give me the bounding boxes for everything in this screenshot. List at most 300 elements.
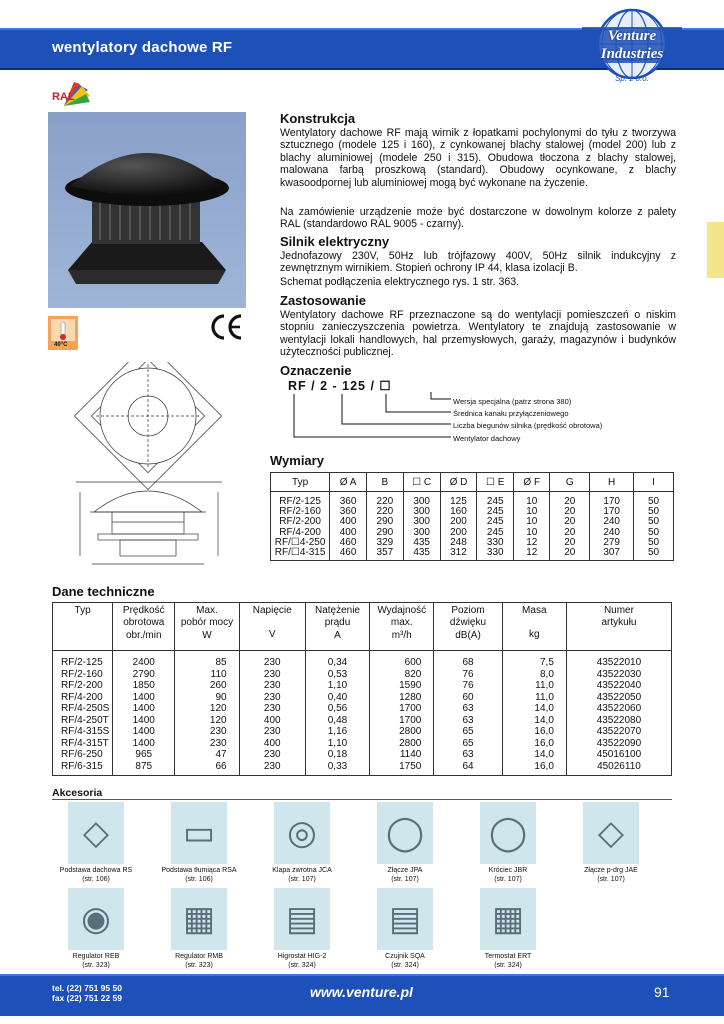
table-cell: 0,56 <box>305 703 369 715</box>
table-cell: 1,10 <box>305 680 369 692</box>
accessory-caption <box>355 866 455 884</box>
table-cell: RF/☐4-315 <box>271 548 330 561</box>
table-cell: 230 <box>175 738 239 750</box>
table-cell: 16,0 <box>502 726 566 738</box>
table-cell: 230 <box>239 692 305 704</box>
accessory-name: Króciec JBR <box>488 867 528 874</box>
accessory-caption <box>252 952 352 970</box>
column-header-line: dB(A) <box>455 629 481 641</box>
table-cell: 85 <box>175 651 239 669</box>
accessory-item[interactable] <box>355 888 455 970</box>
dimensions-table <box>270 472 674 561</box>
table-cell: RF/2-200 <box>271 517 330 527</box>
table-cell: 60 <box>434 692 502 704</box>
logo-text-venture: Venture <box>607 28 657 44</box>
table-cell: 1280 <box>370 692 434 704</box>
table-cell: 0,34 <box>305 651 369 669</box>
table-cell: 43522040 <box>566 680 671 692</box>
oznaczenie-label: Średnica kanału przyłączeniowego <box>453 409 569 418</box>
table-cell: 220 <box>366 507 403 517</box>
column-header: I <box>634 473 674 492</box>
table-cell: 400 <box>330 517 367 527</box>
table-cell: 300 <box>403 492 440 508</box>
oznaczenie-label: Wentylator dachowy <box>453 434 521 443</box>
table-cell: 965 <box>113 749 175 761</box>
table-cell: 230 <box>239 726 305 738</box>
accessory-page-ref: (str. 107) <box>494 876 522 883</box>
accessory-page-ref: (str. 324) <box>288 962 316 969</box>
table-cell: RF/2-125 <box>271 492 330 508</box>
table-cell: 1,16 <box>305 726 369 738</box>
accessory-page-ref: (str. 323) <box>185 962 213 969</box>
column-header-line: Masa <box>522 605 547 616</box>
table-cell: 45026110 <box>566 761 671 776</box>
table-cell: 76 <box>434 669 502 681</box>
column-header <box>566 603 671 651</box>
hygrostat-icon: ▤ <box>274 888 330 950</box>
table-cell: RF/6-315 <box>53 761 113 776</box>
table-cell: 65 <box>434 726 502 738</box>
table-cell: 0,40 <box>305 692 369 704</box>
table-cell: 400 <box>330 528 367 538</box>
table-cell: 2800 <box>370 738 434 750</box>
table-cell: 357 <box>366 548 403 561</box>
table-cell: 300 <box>403 528 440 538</box>
table-cell: 110 <box>175 669 239 681</box>
column-header-line: A <box>334 629 341 641</box>
table-cell: 248 <box>440 538 477 548</box>
accessory-page-ref: (str. 107) <box>391 876 419 883</box>
table-cell: 0,18 <box>305 749 369 761</box>
table-cell: 43522010 <box>566 651 671 669</box>
oznaczenie-leader-lines <box>288 390 458 442</box>
ce-mark-icon <box>208 312 244 342</box>
table-cell: 360 <box>330 507 367 517</box>
column-header <box>113 603 175 651</box>
table-cell: 1850 <box>113 680 175 692</box>
table-cell: 50 <box>634 507 674 517</box>
table-cell: 1700 <box>370 703 434 715</box>
accessory-name: Złącze p-drg JAE <box>584 867 638 874</box>
zastosowanie-text: Wentylatory dachowe RF przeznaczone są do wentylacji pomieszczeń o niskim stopniu zanieczyszczenia powietrza. Wentylatory te znajdują zastosowanie w wentylacji lokali handlowych, hal przemysłowych, garaży, magazynów i budynków użyteczności publicznej. <box>280 309 676 359</box>
table-cell: 245 <box>477 507 514 517</box>
accessory-item[interactable] <box>149 802 249 884</box>
temperature-label: 40°C <box>54 342 68 348</box>
website-link[interactable]: www.venture.pl <box>310 984 413 1000</box>
table-cell: 400 <box>239 738 305 750</box>
accessory-item[interactable] <box>149 888 249 970</box>
column-header: Typ <box>271 473 330 492</box>
table-cell: 1400 <box>113 692 175 704</box>
table-cell: 50 <box>634 517 674 527</box>
accessory-caption <box>252 866 352 884</box>
table-row <box>53 651 672 669</box>
table-cell: 1,10 <box>305 738 369 750</box>
column-header-line: Numer <box>603 605 634 616</box>
table-cell: 125 <box>440 492 477 508</box>
table-cell: 14,0 <box>502 749 566 761</box>
column-header-line: max. <box>390 617 413 629</box>
accessory-page-ref: (str. 107) <box>288 876 316 883</box>
fax-number: fax (22) 751 22 59 <box>52 993 122 1003</box>
table-row <box>271 548 674 561</box>
section-heading-konstrukcja: Konstrukcja <box>280 111 356 126</box>
table-cell: 0,53 <box>305 669 369 681</box>
column-header-line <box>54 617 111 629</box>
accessory-item[interactable] <box>46 802 146 884</box>
table-cell: 400 <box>239 715 305 727</box>
table-cell: 200 <box>440 517 477 527</box>
table-cell: 90 <box>175 692 239 704</box>
konstrukcja-text-2: Na zamówienie urządzenie może być dostarczone w dowolnym kolorze z palety RAL (standardowo RAL 9005 - czarny). <box>280 206 676 231</box>
table-cell: 240 <box>590 528 634 538</box>
table-cell: 43522050 <box>566 692 671 704</box>
ral-label: RAL <box>52 91 75 103</box>
table-cell: 170 <box>590 507 634 517</box>
table-cell: 460 <box>330 548 367 561</box>
table-cell: 20 <box>550 517 590 527</box>
oznaczenie-label: Wersja specjalna (patrz strona 380) <box>453 397 572 406</box>
table-cell: 230 <box>239 749 305 761</box>
table-cell: 435 <box>403 538 440 548</box>
column-header-line: Wydajność <box>377 605 427 616</box>
accessory-caption <box>46 952 146 970</box>
speed-regulator-icon: ◉ <box>68 888 124 950</box>
table-cell: 14,0 <box>502 715 566 727</box>
accessory-name: Podstawa tłumiąca RSA <box>161 867 237 874</box>
column-header: Ø A <box>330 473 367 492</box>
table-cell: RF/4-250S <box>53 703 113 715</box>
venture-logo <box>578 4 686 92</box>
column-header-line: Typ <box>74 605 91 616</box>
accessory-page-ref: (str. 107) <box>597 876 625 883</box>
oznaczenie-code: RF / 2 - 125 / ☐ <box>288 379 392 393</box>
table-cell: 230 <box>239 669 305 681</box>
table-cell: 2790 <box>113 669 175 681</box>
table-cell: 290 <box>366 517 403 527</box>
column-header: G <box>550 473 590 492</box>
section-heading-dane: Dane techniczne <box>52 584 155 599</box>
accessory-name: Termostat ERT <box>484 953 532 960</box>
table-cell: 230 <box>175 726 239 738</box>
table-cell: 50 <box>634 528 674 538</box>
column-header: ☐ C <box>403 473 440 492</box>
column-header-line <box>504 617 565 629</box>
column-header-line: pobór mocy <box>180 617 234 629</box>
table-cell: 47 <box>175 749 239 761</box>
table-cell: 63 <box>434 749 502 761</box>
table-cell: 45016100 <box>566 749 671 761</box>
table-cell: 290 <box>366 528 403 538</box>
sensor-icon: ▤ <box>377 888 433 950</box>
table-row <box>53 669 672 681</box>
table-cell: RF/2-160 <box>271 507 330 517</box>
table-cell: 7,5 <box>502 651 566 669</box>
table-cell: 63 <box>434 715 502 727</box>
accessory-name: Klapa zwrotna JCA <box>272 867 332 874</box>
table-cell: 68 <box>434 651 502 669</box>
column-header-line: Max. <box>196 605 218 616</box>
table-cell: 240 <box>590 517 634 527</box>
table-cell: 330 <box>477 548 514 561</box>
table-cell: 260 <box>175 680 239 692</box>
silnik-text: Jednofazowy 230V, 50Hz lub trójfazowy 400V, 50Hz silnik indukcyjny z zewnętrznym wirnikiem. Stopień ochrony IP 44, klasa izolacji B. <box>280 250 676 275</box>
column-header-line: Poziom <box>451 605 485 616</box>
table-cell: 230 <box>239 761 305 776</box>
table-cell: 66 <box>175 761 239 776</box>
table-cell: 63 <box>434 703 502 715</box>
table-cell: 230 <box>239 703 305 715</box>
section-heading-zastosowanie: Zastosowanie <box>280 293 366 308</box>
table-cell: 1140 <box>370 749 434 761</box>
table-cell: 875 <box>113 761 175 776</box>
accessory-name: Podstawa dachowa RS <box>59 867 133 874</box>
table-cell: 2800 <box>370 726 434 738</box>
column-header <box>502 603 566 651</box>
table-cell: RF/4-250T <box>53 715 113 727</box>
accessory-caption <box>561 866 661 884</box>
table-cell: 64 <box>434 761 502 776</box>
column-header-line: obrotowa <box>123 617 165 629</box>
column-header <box>239 603 305 651</box>
table-cell: RF/6-250 <box>53 749 113 761</box>
accessory-page-ref: (str. 106) <box>82 876 110 883</box>
section-heading-oznaczenie: Oznaczenie <box>280 363 352 378</box>
table-cell: 300 <box>403 517 440 527</box>
column-header-line: W <box>202 629 212 641</box>
accessory-caption <box>458 952 558 970</box>
silencer-base-icon: ▭ <box>171 802 227 864</box>
accessory-caption <box>149 952 249 970</box>
table-row <box>53 680 672 692</box>
phone-number: tel. (22) 751 95 50 <box>52 983 122 993</box>
section-heading-wymiary: Wymiary <box>270 453 324 468</box>
product-photo <box>48 112 246 308</box>
table-cell: 8,0 <box>502 669 566 681</box>
table-cell: 43522060 <box>566 703 671 715</box>
accessory-item[interactable] <box>252 888 352 970</box>
silnik-text-2: Schemat podłączenia elektrycznego rys. 1 str. 363. <box>280 276 520 288</box>
table-cell: 10 <box>514 528 550 538</box>
table-cell: 16,0 <box>502 761 566 776</box>
section-heading-silnik: Silnik elektryczny <box>280 234 390 249</box>
accessory-item[interactable] <box>355 802 455 884</box>
column-header <box>175 603 239 651</box>
table-cell: 43522090 <box>566 738 671 750</box>
table-cell: 160 <box>440 507 477 517</box>
technical-data-table <box>52 602 672 776</box>
table-cell: 307 <box>590 548 634 561</box>
table-cell: 1400 <box>113 738 175 750</box>
table-cell: 2400 <box>113 651 175 669</box>
table-cell: RF/☐4-250 <box>271 538 330 548</box>
table-cell: 230 <box>239 680 305 692</box>
accessory-page-ref: (str. 106) <box>185 876 213 883</box>
table-cell: RF/4-200 <box>53 692 113 704</box>
column-header-line: prądu <box>324 617 351 629</box>
table-cell: 11,0 <box>502 680 566 692</box>
section-tab <box>707 222 724 278</box>
table-cell: 329 <box>366 538 403 548</box>
column-header-line: kg <box>528 629 540 641</box>
table-cell: 50 <box>634 492 674 508</box>
connector-icon: ◇ <box>583 802 639 864</box>
column-header <box>434 603 502 651</box>
table-cell: 200 <box>440 528 477 538</box>
table-cell: RF/4-200 <box>271 528 330 538</box>
table-cell: 76 <box>434 680 502 692</box>
table-cell: 10 <box>514 507 550 517</box>
table-cell: 245 <box>477 492 514 508</box>
table-cell: 1400 <box>113 726 175 738</box>
table-row <box>271 492 674 508</box>
table-cell: RF/2-125 <box>53 651 113 669</box>
table-cell: 1700 <box>370 715 434 727</box>
accessory-item[interactable] <box>46 888 146 970</box>
accessory-page-ref: (str. 324) <box>391 962 419 969</box>
column-header-line: Napięcie <box>252 605 292 616</box>
table-cell: 245 <box>477 517 514 527</box>
table-cell: 11,0 <box>502 692 566 704</box>
table-cell: 65 <box>434 738 502 750</box>
table-cell: 312 <box>440 548 477 561</box>
oznaczenie-label: Liczba biegunów silnika (prędkość obrotowa) <box>453 421 603 430</box>
accessory-page-ref: (str. 324) <box>494 962 522 969</box>
table-cell: 220 <box>366 492 403 508</box>
accessory-item[interactable] <box>458 802 558 884</box>
column-header-line: artykułu <box>601 617 637 629</box>
accessory-caption <box>355 952 455 970</box>
accessory-caption <box>458 866 558 884</box>
column-header-line: Prędkość <box>122 605 165 616</box>
table-cell: 50 <box>634 538 674 548</box>
column-header <box>305 603 369 651</box>
table-cell: 1400 <box>113 715 175 727</box>
accessory-name: Regulator RMB <box>175 953 223 960</box>
table-cell: RF/2-200 <box>53 680 113 692</box>
table-cell: RF/4-315S <box>53 726 113 738</box>
column-header-line <box>568 630 670 642</box>
column-header-line <box>241 617 304 629</box>
table-cell: 820 <box>370 669 434 681</box>
table-cell: 43522070 <box>566 726 671 738</box>
table-cell: 43522080 <box>566 715 671 727</box>
speed-regulator-icon: ▦ <box>171 888 227 950</box>
accessory-caption <box>149 866 249 884</box>
section-heading-akcesoria: Akcesoria <box>52 787 103 799</box>
column-header <box>53 603 113 651</box>
accessory-name: Czujnik SQA <box>385 953 425 960</box>
accessory-name: Higrostat HIG-2 <box>277 953 327 960</box>
table-cell: 170 <box>590 492 634 508</box>
column-header-line: V <box>268 629 276 641</box>
accessory-page-ref: (str. 323) <box>82 962 110 969</box>
accessory-item[interactable] <box>458 888 558 970</box>
thermostat-icon: ▦ <box>480 888 536 950</box>
column-header: ☐ E <box>477 473 514 492</box>
table-row <box>53 703 672 715</box>
table-row <box>53 738 672 750</box>
accessory-item[interactable] <box>561 802 661 884</box>
table-cell: 10 <box>514 517 550 527</box>
table-cell: 12 <box>514 538 550 548</box>
flexible-connector-icon: ◯ <box>377 802 433 864</box>
table-cell: 20 <box>550 548 590 561</box>
table-row <box>53 715 672 727</box>
ral-icon <box>52 80 92 108</box>
table-cell: 300 <box>403 507 440 517</box>
table-cell: 330 <box>477 538 514 548</box>
column-header-line: obr./min <box>125 629 162 641</box>
column-header-line: Natężenie <box>314 605 360 616</box>
table-cell: 50 <box>634 548 674 561</box>
table-row <box>53 692 672 704</box>
accessory-name: Złącze JPA <box>387 867 423 874</box>
table-cell: 435 <box>403 548 440 561</box>
table-cell: 20 <box>550 492 590 508</box>
logo-text-company: Sp. z o.o. <box>615 74 649 83</box>
table-cell: 14,0 <box>502 703 566 715</box>
table-cell: RF/2-160 <box>53 669 113 681</box>
table-cell: 230 <box>239 651 305 669</box>
column-header-line <box>54 629 111 641</box>
table-cell: 245 <box>477 528 514 538</box>
table-cell: 20 <box>550 528 590 538</box>
table-cell: 20 <box>550 538 590 548</box>
column-header: Ø D <box>440 473 477 492</box>
table-cell: 12 <box>514 548 550 561</box>
table-row <box>53 761 672 776</box>
column-header-line: dźwięku <box>449 617 487 629</box>
table-cell: 10 <box>514 492 550 508</box>
roof-base-icon: ◇ <box>68 802 124 864</box>
column-header-line: m³/h <box>391 629 412 641</box>
table-cell: 460 <box>330 538 367 548</box>
table-row <box>53 749 672 761</box>
table-cell: 0,33 <box>305 761 369 776</box>
column-header: Ø F <box>514 473 550 492</box>
table-cell: 600 <box>370 651 434 669</box>
konstrukcja-text: Wentylatory dachowe RF mają wirnik z łopatkami pochylonymi do tyłu z tworzywa sztucznego (modele 125 i 160), z cynkowanej blachy stalowej (model 200) lub z blachy aluminiowej (modele 250 i 315). Obudowa tłoczona z blachy stalowej, malowana farbą proszkową (standard). Obudowy ocynkowane, z blachy kwasoodpornej lub aluminiowej mogą być wykonane na życzenie. <box>280 127 676 189</box>
table-cell: 0,48 <box>305 715 369 727</box>
accessory-caption <box>46 866 146 884</box>
table-cell: 1750 <box>370 761 434 776</box>
backdraft-damper-icon: ◎ <box>274 802 330 864</box>
page-title: wentylatory dachowe RF <box>52 39 233 56</box>
table-cell: 1590 <box>370 680 434 692</box>
table-cell: 1400 <box>113 703 175 715</box>
table-cell: 20 <box>550 507 590 517</box>
table-cell: 120 <box>175 715 239 727</box>
footer-bar <box>0 974 724 1016</box>
divider <box>52 799 672 800</box>
technical-drawing <box>72 362 240 574</box>
duct-spigot-icon: ◯ <box>480 802 536 864</box>
table-cell: 279 <box>590 538 634 548</box>
column-header: H <box>590 473 634 492</box>
contact-phone <box>52 983 122 1003</box>
table-cell: RF/4-315T <box>53 738 113 750</box>
accessory-name: Regulator REB <box>72 953 120 960</box>
table-cell: 360 <box>330 492 367 508</box>
page-number: 91 <box>654 984 670 1000</box>
accessory-item[interactable] <box>252 802 352 884</box>
logo-text-industries: Industries <box>600 46 664 62</box>
table-row <box>53 726 672 738</box>
column-header <box>370 603 434 651</box>
column-header: B <box>366 473 403 492</box>
table-cell: 43522030 <box>566 669 671 681</box>
